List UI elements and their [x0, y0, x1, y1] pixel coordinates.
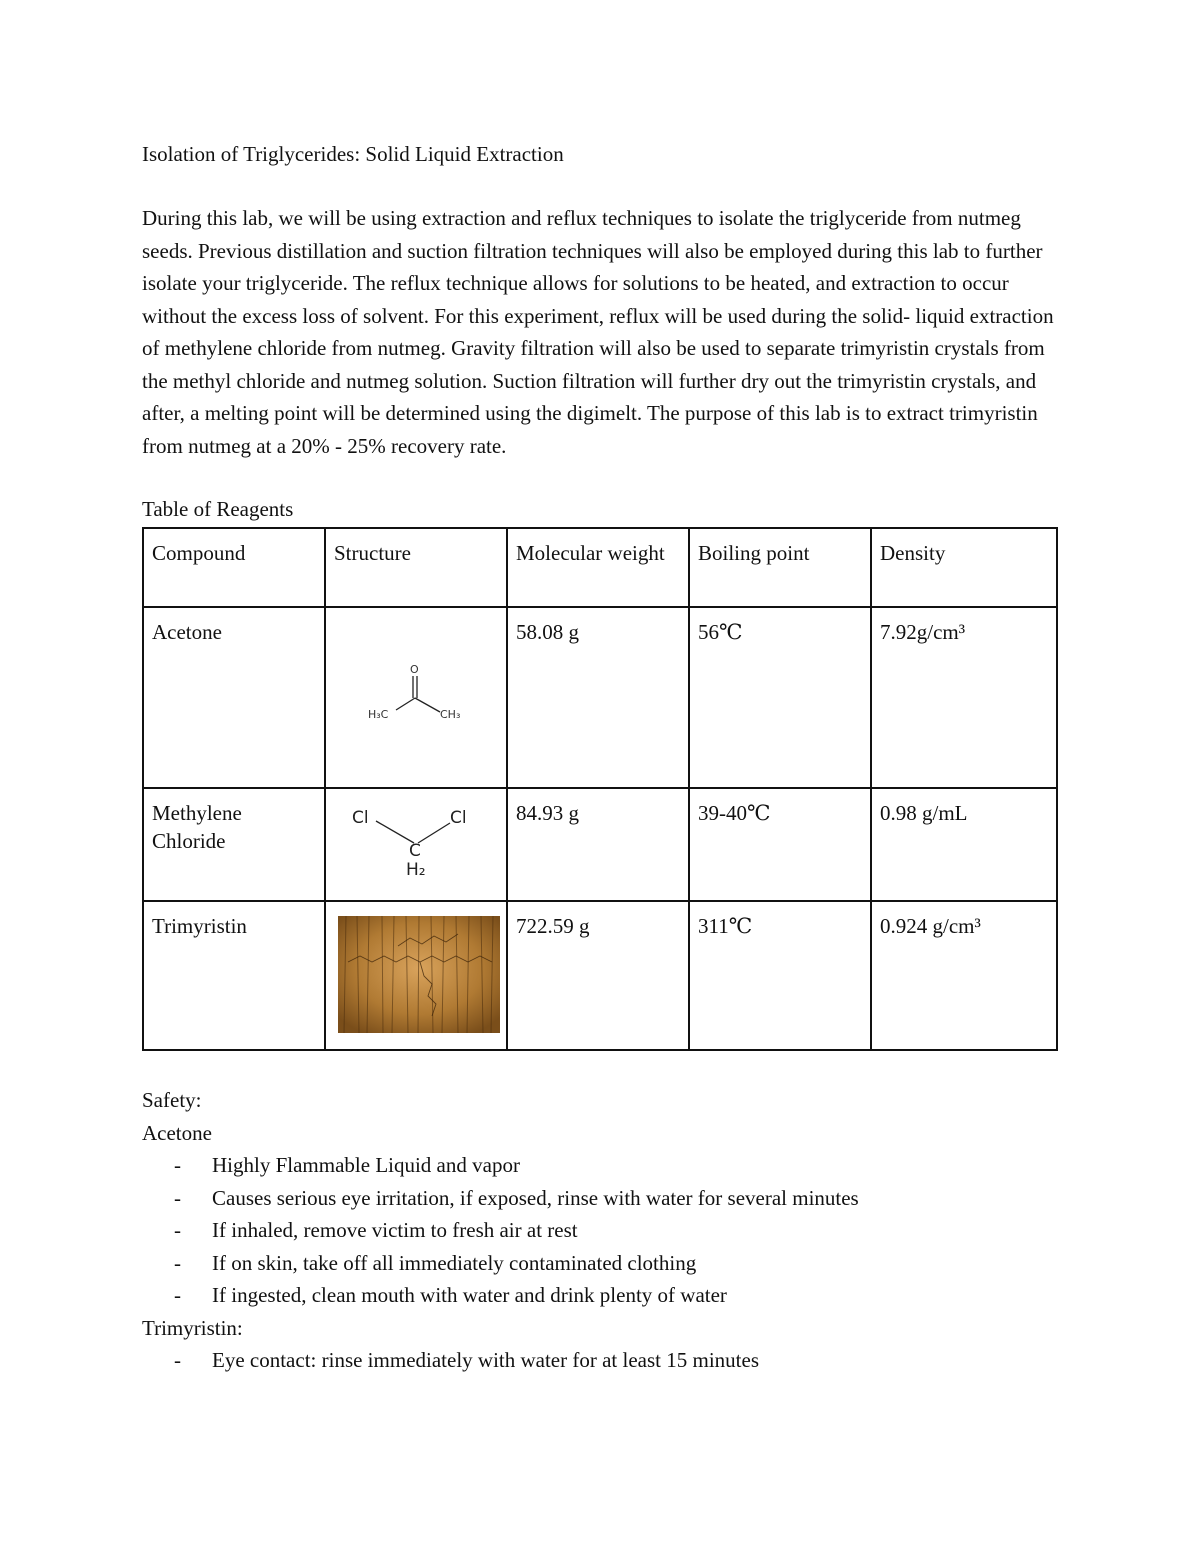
methylene-chloride-cl-right: Cl — [450, 808, 467, 828]
list-item — [142, 1149, 1067, 1182]
list-item-text: If inhaled, remove victim to fresh air at rest — [212, 1218, 578, 1242]
structure-cell — [325, 901, 507, 1050]
safety-section — [142, 1084, 1067, 1377]
list-bullet: - — [174, 1153, 181, 1177]
list-bullet: - — [174, 1250, 181, 1275]
boiling-point-cell: 56℃ — [689, 607, 871, 788]
density-cell: 0.924 g/cm³ — [871, 901, 1057, 1050]
list-item-text: If on skin, take off all immediately contaminated clothing — [212, 1250, 697, 1275]
list-bullet: - — [174, 1185, 181, 1210]
methylene-chloride-cl-left: Cl — [352, 808, 369, 828]
table-row — [143, 607, 1057, 788]
table-caption: Table of Reagents — [142, 497, 294, 521]
list-item-text: Causes serious eye irritation, if exposed, rinse with water for several minutes — [212, 1185, 859, 1210]
header-density: Density — [871, 528, 1057, 607]
methylene-chloride-carbon: C — [409, 841, 421, 861]
molecular-weight-cell: 58.08 g — [507, 607, 689, 788]
list-item-text: Eye contact: rinse immediately with water for at least 15 minutes — [212, 1348, 759, 1372]
compound-cell: Trimyristin — [143, 901, 325, 1050]
safety-subheading-acetone: Acetone — [142, 1120, 212, 1145]
acetone-oxygen-label: O — [410, 663, 419, 676]
list-item-text: If ingested, clean mouth with water and drink plenty of water — [212, 1283, 727, 1307]
reagents-table — [142, 527, 1058, 1051]
trimyristin-safety-list — [142, 1344, 1067, 1377]
document-page — [142, 138, 1067, 1377]
header-structure: Structure — [325, 528, 507, 607]
acetone-structure — [334, 618, 500, 778]
list-bullet: - — [174, 1348, 181, 1372]
list-item — [142, 1214, 1067, 1247]
methylene-chloride-h2: H₂ — [406, 860, 426, 880]
safety-subheading-trimyristin: Trimyristin: — [142, 1315, 243, 1340]
structure-cell — [325, 607, 507, 788]
table-header-row — [143, 528, 1057, 607]
methylene-chloride-structure — [334, 799, 500, 891]
density-cell: 0.98 g/mL — [871, 788, 1057, 901]
molecular-weight-cell: 84.93 g — [507, 788, 689, 901]
intro-paragraph: During this lab, we will be using extraction and reflux techniques to isolate the triglyceride from nutmeg seeds. Previous distillation and suction filtration techniques will also be employed during this lab to further isolate your triglyceride. The reflux technique allows for solutions to be heated, and extraction to occur without the excess loss of solvent. For this experiment, reflux will be used during the solid- liquid extraction of methylene chloride from nutmeg. Gravity filtration will also be used to separate trimyristin crystals from the methyl chloride and nutmeg solution. Suction filtration will further dry out the trimyristin crystals, and after, a melting point will be determined using the digimelt. The purpose of this lab is to extract trimyristin from nutmeg at a 20% - 25% recovery rate. — [142, 206, 1054, 458]
density-cell: 7.92g/cm³ — [871, 607, 1057, 788]
molecular-weight-cell: 722.59 g — [507, 901, 689, 1050]
table-row — [143, 788, 1057, 901]
list-item — [142, 1182, 1067, 1215]
header-molecular-weight: Molecular weight — [507, 528, 689, 607]
compound-cell: Methylene Chloride — [143, 788, 325, 901]
list-bullet: - — [174, 1218, 181, 1242]
trimyristin-structure-photo — [338, 916, 500, 1033]
acetone-left-methyl-label: H₃C — [368, 708, 389, 721]
list-item — [142, 1247, 1067, 1280]
acetone-safety-list — [142, 1149, 1067, 1312]
document-title: Isolation of Triglycerides: Solid Liquid Extraction — [142, 142, 564, 166]
acetone-right-methyl-label: CH₃ — [440, 708, 461, 721]
list-item — [142, 1344, 1067, 1377]
safety-heading: Safety: — [142, 1088, 202, 1112]
structure-cell — [325, 788, 507, 901]
list-item-text: Highly Flammable Liquid and vapor — [212, 1153, 520, 1177]
boiling-point-cell: 311℃ — [689, 901, 871, 1050]
list-bullet: - — [174, 1283, 181, 1307]
list-item — [142, 1279, 1067, 1312]
header-boiling-point: Boiling point — [689, 528, 871, 607]
header-compound: Compound — [143, 528, 325, 607]
table-row — [143, 901, 1057, 1050]
compound-cell: Acetone — [143, 607, 325, 788]
boiling-point-cell: 39-40℃ — [689, 788, 871, 901]
